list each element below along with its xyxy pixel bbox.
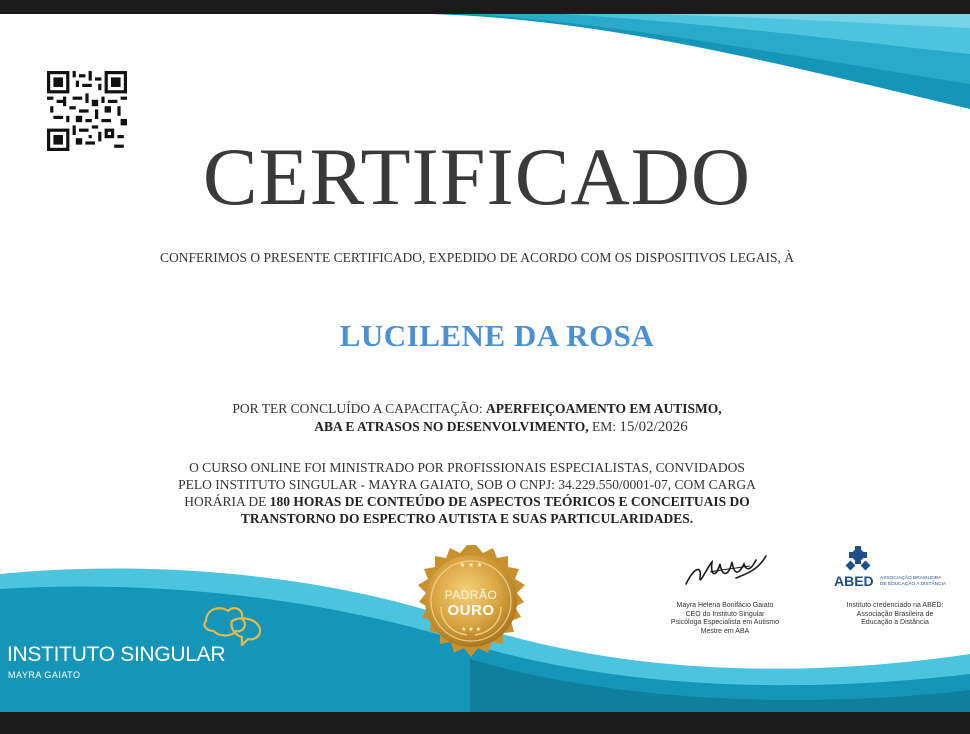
course-statement (0, 400, 954, 436)
signature (680, 548, 770, 596)
description-line-3-prefix: HORÁRIA DE (184, 494, 267, 509)
course-line-2 (0, 418, 954, 436)
abed-logo-sub-1: ASSOCIAÇÃO BRASILEIRA (880, 576, 942, 581)
abed-note-line-2: Associação Brasileira de (856, 610, 934, 618)
signer-role-3: Mestre em ABA (700, 627, 750, 635)
institute-subtitle: MAYRA GAIATO (8, 670, 81, 680)
date-prefix: EM: (592, 419, 617, 434)
course-description (0, 459, 934, 527)
description-line-2: PELO INSTITUTO SINGULAR - MAYRA GAIATO, SOB O CNPJ: 34.229.550/0001-07, COM CARGA (178, 477, 756, 492)
abed-logo (832, 542, 962, 602)
institute-name: INSTITUTO SINGULAR (7, 643, 226, 666)
signer-role-1: CEO do Instituto Singular (685, 610, 765, 618)
abed-note-line-3: Educação a Distância (861, 619, 929, 626)
seal-line-2: OURO (447, 602, 495, 619)
signer-role-2: Psicóloga Especialista em Autismo (670, 619, 780, 626)
abed-logo-sub-2: DE EDUCAÇÃO A DISTÂNCIA (880, 582, 947, 587)
abed-note-line-1: Instituto credenciado na ABED: (846, 602, 944, 609)
seal-line-1: PADRÃO (444, 588, 498, 602)
certificate-sheet (0, 14, 970, 712)
signer-name: Mayra Helena Bonifácio Gaiato (676, 602, 774, 609)
course-name-line-2: ABA E ATRASOS NO DESENVOLVIMENTO, (314, 419, 589, 434)
completion-date: 15/02/2026 (619, 419, 688, 435)
description-line-4 (0, 510, 934, 527)
abed-logo-text: ABED (834, 573, 874, 589)
svg-text:★ ★ ★: ★ ★ ★ (461, 626, 481, 633)
gold-seal-badge (411, 543, 541, 673)
abed-note (830, 602, 960, 628)
description-line-3 (0, 493, 934, 510)
svg-text:★ ★ ★: ★ ★ ★ (459, 561, 483, 569)
course-prefix: POR TER CONCLUÍDO A CAPACITAÇÃO: (232, 401, 483, 416)
description-line-3-bold: 180 HORAS DE CONTEÚDO DE ASPECTOS TEÓRICOS E CONCEITUAIS DO (269, 494, 750, 509)
course-name-line-1: APERFEIÇOAMENTO EM AUTISMO, (485, 401, 722, 416)
signer-info (655, 602, 795, 636)
description-line-4-bold: TRANSTORNO DO ESPECTRO AUTISTA E SUAS PARTICULARIDADES. (240, 511, 694, 526)
certificate-title: CERTIFICADO (202, 131, 752, 222)
recipient-name: LUCILENE DA ROSA (339, 318, 655, 353)
intro-text: CONFERIMOS O PRESENTE CERTIFICADO, EXPEDIDO DE ACORDO COM OS DISPOSITIVOS LEGAIS, À (159, 250, 795, 265)
course-line-1 (0, 400, 954, 418)
description-line-1: O CURSO ONLINE FOI MINISTRADO POR PROFISSIONAIS ESPECIALISTAS, CONVIDADOS (189, 460, 745, 475)
